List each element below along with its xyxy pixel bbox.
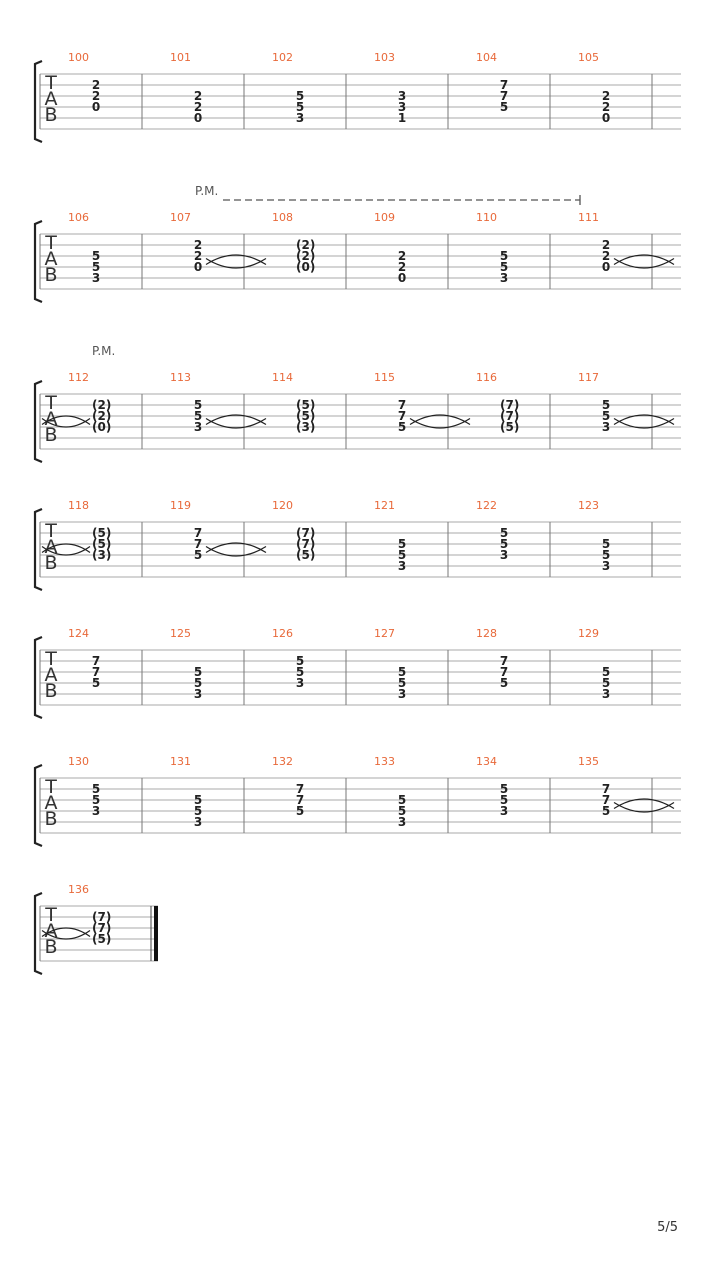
fret-number: (2) [296, 249, 316, 263]
tab-clef-letter-a: A [44, 792, 58, 814]
measure-number: 111 [578, 211, 599, 224]
fret-number: 7 [295, 782, 305, 796]
fret-number: 5 [499, 782, 509, 796]
fret-number: 2 [91, 78, 101, 92]
fret-number: 3 [193, 815, 203, 829]
tab-clef-letter-t: T [45, 72, 57, 94]
fret-number: 5 [193, 409, 203, 423]
fret-number: 3 [397, 89, 407, 103]
fret-number: 5 [295, 665, 305, 679]
fret-number: 3 [397, 559, 407, 573]
fret-number: 5 [295, 100, 305, 114]
fret-number: 2 [193, 89, 203, 103]
tab-clef-letter-b: B [44, 680, 58, 702]
fret-number: 5 [499, 526, 509, 540]
fret-number: 5 [397, 537, 407, 551]
measure-number: 131 [170, 755, 191, 768]
fret-number: 3 [499, 271, 509, 285]
fret-number: (2) [92, 409, 112, 423]
fret-number: 5 [601, 548, 611, 562]
tab-clef-letter-t: T [45, 232, 57, 254]
tab-clef-letter-b: B [44, 264, 58, 286]
measure-number: 123 [578, 499, 599, 512]
fret-number: 3 [193, 420, 203, 434]
fret-number: 5 [601, 398, 611, 412]
fret-number: (0) [296, 260, 316, 274]
measure-number: 105 [578, 51, 599, 64]
fret-number: 3 [601, 420, 611, 434]
fret-number: 2 [601, 249, 611, 263]
fret-number: 5 [499, 537, 509, 551]
fret-number: 3 [91, 804, 101, 818]
measure-number: 106 [68, 211, 89, 224]
fret-number: 2 [193, 100, 203, 114]
fret-number: 3 [397, 815, 407, 829]
fret-number: (7) [500, 398, 520, 412]
fret-number: 5 [193, 548, 203, 562]
fret-number: 7 [499, 654, 509, 668]
fret-number: 5 [193, 676, 203, 690]
fret-number: 2 [397, 249, 407, 263]
fret-number: 5 [499, 249, 509, 263]
tab-clef-letter-t: T [45, 776, 57, 798]
fret-number: 5 [601, 665, 611, 679]
fret-number: 3 [295, 676, 305, 690]
fret-number: 7 [91, 665, 101, 679]
tab-clef-letter-b: B [44, 808, 58, 830]
system-bracket [35, 381, 42, 462]
fret-number: (5) [296, 548, 316, 562]
fret-number: 7 [601, 782, 611, 796]
fret-number: 5 [91, 249, 101, 263]
fret-number: 7 [499, 78, 509, 92]
fret-number: (7) [296, 526, 316, 540]
fret-number: (2) [296, 238, 316, 252]
fret-number: 3 [499, 804, 509, 818]
fret-number: 5 [601, 409, 611, 423]
system-bracket [35, 765, 42, 846]
system-bracket [35, 221, 42, 302]
fret-number: 3 [193, 687, 203, 701]
measure-number: 113 [170, 371, 191, 384]
measure-number: 129 [578, 627, 599, 640]
fret-number: (7) [296, 537, 316, 551]
fret-number: 2 [601, 238, 611, 252]
fret-number: 0 [193, 111, 203, 125]
fret-number: 0 [193, 260, 203, 274]
fret-number: 5 [397, 420, 407, 434]
fret-number: (7) [92, 921, 112, 935]
fret-number: 2 [193, 249, 203, 263]
fret-number: 3 [601, 559, 611, 573]
tab-clef-letter-t: T [45, 648, 57, 670]
fret-number: (5) [92, 526, 112, 540]
measure-number: 115 [374, 371, 395, 384]
tab-clef-letter-a: A [44, 536, 58, 558]
fret-number: 7 [91, 654, 101, 668]
measure-number: 114 [272, 371, 293, 384]
measure-number: 121 [374, 499, 395, 512]
fret-number: 5 [397, 548, 407, 562]
fret-number: (7) [500, 409, 520, 423]
fret-number: 5 [295, 89, 305, 103]
measure-number: 132 [272, 755, 293, 768]
fret-number: 5 [397, 793, 407, 807]
system-bracket [35, 509, 42, 590]
measure-number: 109 [374, 211, 395, 224]
fret-number: 5 [295, 654, 305, 668]
tab-clef-letter-a: A [44, 248, 58, 270]
fret-number: 5 [295, 804, 305, 818]
system-bracket [35, 61, 42, 142]
measure-number: 127 [374, 627, 395, 640]
fret-number: 5 [91, 676, 101, 690]
fret-number: 5 [397, 804, 407, 818]
page-number: 5/5 [657, 1220, 678, 1235]
fret-number: 7 [499, 665, 509, 679]
fret-number: 0 [397, 271, 407, 285]
fret-number: 5 [91, 793, 101, 807]
measure-number: 136 [68, 883, 89, 896]
fret-number: 2 [193, 238, 203, 252]
fret-number: 7 [499, 89, 509, 103]
tab-clef-letter-b: B [44, 552, 58, 574]
measure-number: 122 [476, 499, 497, 512]
palm-mute-label: P.M. [92, 344, 116, 358]
fret-number: 5 [193, 804, 203, 818]
measure-number: 104 [476, 51, 497, 64]
tab-clef-letter-b: B [44, 936, 58, 958]
fret-number: (5) [92, 932, 112, 946]
fret-number: 3 [601, 687, 611, 701]
measure-number: 107 [170, 211, 191, 224]
fret-number: 2 [91, 89, 101, 103]
fret-number: 3 [397, 100, 407, 114]
measure-number: 108 [272, 211, 293, 224]
fret-number: (3) [92, 548, 112, 562]
measure-number: 128 [476, 627, 497, 640]
measure-number: 112 [68, 371, 89, 384]
tab-clef-letter-t: T [45, 520, 57, 542]
measure-number: 102 [272, 51, 293, 64]
fret-number: 2 [397, 260, 407, 274]
tab-clef-letter-a: A [44, 88, 58, 110]
system-bracket [35, 637, 42, 718]
fret-number: (5) [296, 409, 316, 423]
fret-number: 5 [397, 665, 407, 679]
tab-clef-letter-a: A [44, 664, 58, 686]
palm-mute-label: P.M. [195, 184, 219, 198]
fret-number: 7 [295, 793, 305, 807]
fret-number: (3) [296, 420, 316, 434]
measure-number: 124 [68, 627, 89, 640]
measure-number: 130 [68, 755, 89, 768]
fret-number: 5 [193, 793, 203, 807]
fret-number: 5 [601, 676, 611, 690]
fret-number: 5 [193, 398, 203, 412]
tab-clef-letter-a: A [44, 920, 58, 942]
fret-number: 3 [499, 548, 509, 562]
measure-number: 100 [68, 51, 89, 64]
system-bracket [35, 893, 42, 974]
measure-number: 135 [578, 755, 599, 768]
tab-clef-letter-b: B [44, 424, 58, 446]
measure-number: 133 [374, 755, 395, 768]
fret-number: 5 [499, 100, 509, 114]
fret-number: 2 [601, 89, 611, 103]
fret-number: 3 [397, 687, 407, 701]
measure-number: 126 [272, 627, 293, 640]
fret-number: 5 [91, 260, 101, 274]
measure-number: 103 [374, 51, 395, 64]
fret-number: 5 [397, 676, 407, 690]
fret-number: 7 [193, 537, 203, 551]
fret-number: 5 [499, 260, 509, 274]
fret-number: (7) [92, 910, 112, 924]
fret-number: (5) [92, 537, 112, 551]
measure-number: 101 [170, 51, 191, 64]
fret-number: 0 [601, 260, 611, 274]
fret-number: 7 [397, 398, 407, 412]
fret-number: (5) [296, 398, 316, 412]
fret-number: 3 [295, 111, 305, 125]
measure-number: 120 [272, 499, 293, 512]
fret-number: 5 [499, 676, 509, 690]
fret-number: 5 [499, 793, 509, 807]
tab-clef-letter-a: A [44, 408, 58, 430]
fret-number: 3 [91, 271, 101, 285]
fret-number: 7 [397, 409, 407, 423]
fret-number: (0) [92, 420, 112, 434]
measure-number: 116 [476, 371, 497, 384]
fret-number: 5 [601, 537, 611, 551]
tab-clef-letter-t: T [45, 904, 57, 926]
measure-number: 125 [170, 627, 191, 640]
fret-number: 2 [601, 100, 611, 114]
fret-number: 0 [91, 100, 101, 114]
fret-number: (2) [92, 398, 112, 412]
measure-number: 117 [578, 371, 599, 384]
fret-number: (5) [500, 420, 520, 434]
fret-number: 5 [601, 804, 611, 818]
fret-number: 5 [91, 782, 101, 796]
tab-clef-letter-t: T [45, 392, 57, 414]
measure-number: 119 [170, 499, 191, 512]
measure-number: 110 [476, 211, 497, 224]
fret-number: 7 [601, 793, 611, 807]
fret-number: 7 [193, 526, 203, 540]
fret-number: 5 [193, 665, 203, 679]
fret-number: 0 [601, 111, 611, 125]
tab-clef-letter-b: B [44, 104, 58, 126]
fret-number: 1 [397, 111, 407, 125]
measure-number: 134 [476, 755, 497, 768]
measure-number: 118 [68, 499, 89, 512]
